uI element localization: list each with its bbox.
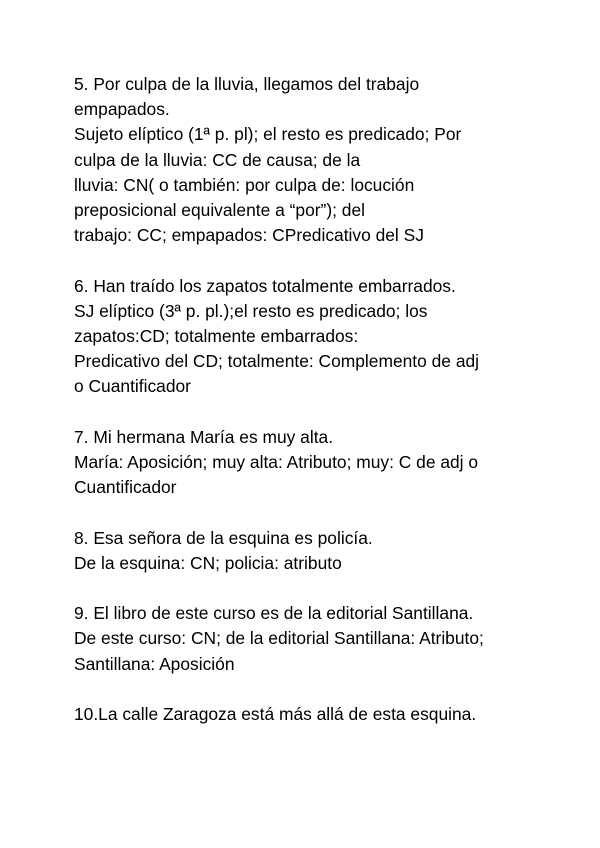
text-line: 6. Han traído los zapatos totalmente embarrados. xyxy=(74,275,456,296)
text-line: 5. Por culpa de la lluvia, llegamos del trabajo xyxy=(74,74,420,94)
text-line: Santillana: Aposición xyxy=(74,653,235,674)
text-line: 10.La calle Zaragoza está más allá de esta esquina. xyxy=(74,704,477,724)
text-line: lluvia: CN( o también: por culpa de: locución xyxy=(74,174,415,195)
exercise-5 xyxy=(74,72,574,248)
text-line: 7. Mi hermana María es muy alta. xyxy=(74,426,334,447)
text-line: De la esquina: CN; policia: atributo xyxy=(74,552,342,573)
text-line: Predicativo del CD; totalmente: Complemento de adj xyxy=(74,351,480,372)
text-line: 9. El libro de este curso es de la editorial Santillana. xyxy=(74,603,474,624)
exercise-10 xyxy=(74,702,574,727)
text-line: zapatos:CD; totalmente embarrados: xyxy=(74,326,359,347)
text-line: trabajo: CC; empapados: CPredicativo del SJ xyxy=(74,225,424,246)
document-content xyxy=(74,72,574,752)
exercise-6 xyxy=(74,274,574,400)
text-line: Cuantificador xyxy=(74,477,177,498)
exercise-8 xyxy=(74,526,574,576)
text-line: empapados. xyxy=(74,99,170,120)
exercise-9 xyxy=(74,601,574,677)
exercise-7 xyxy=(74,425,574,501)
text-line: SJ elíptico (3ª p. pl.);el resto es predicado; los xyxy=(74,300,428,321)
text-line: María: Aposición; muy alta: Atributo; muy: C de adj o xyxy=(74,452,479,473)
text-line: De este curso: CN; de la editorial Santillana: Atributo; xyxy=(74,628,484,649)
text-line: o Cuantificador xyxy=(74,376,191,397)
text-line: Sujeto elíptico (1ª p. pl); el resto es predicado; Por xyxy=(74,124,462,145)
text-line: culpa de la lluvia: CC de causa; de la xyxy=(74,149,361,170)
text-line: 8. Esa señora de la esquina es policía. xyxy=(74,527,373,548)
text-line: preposicional equivalente a “por”); del xyxy=(74,200,365,221)
